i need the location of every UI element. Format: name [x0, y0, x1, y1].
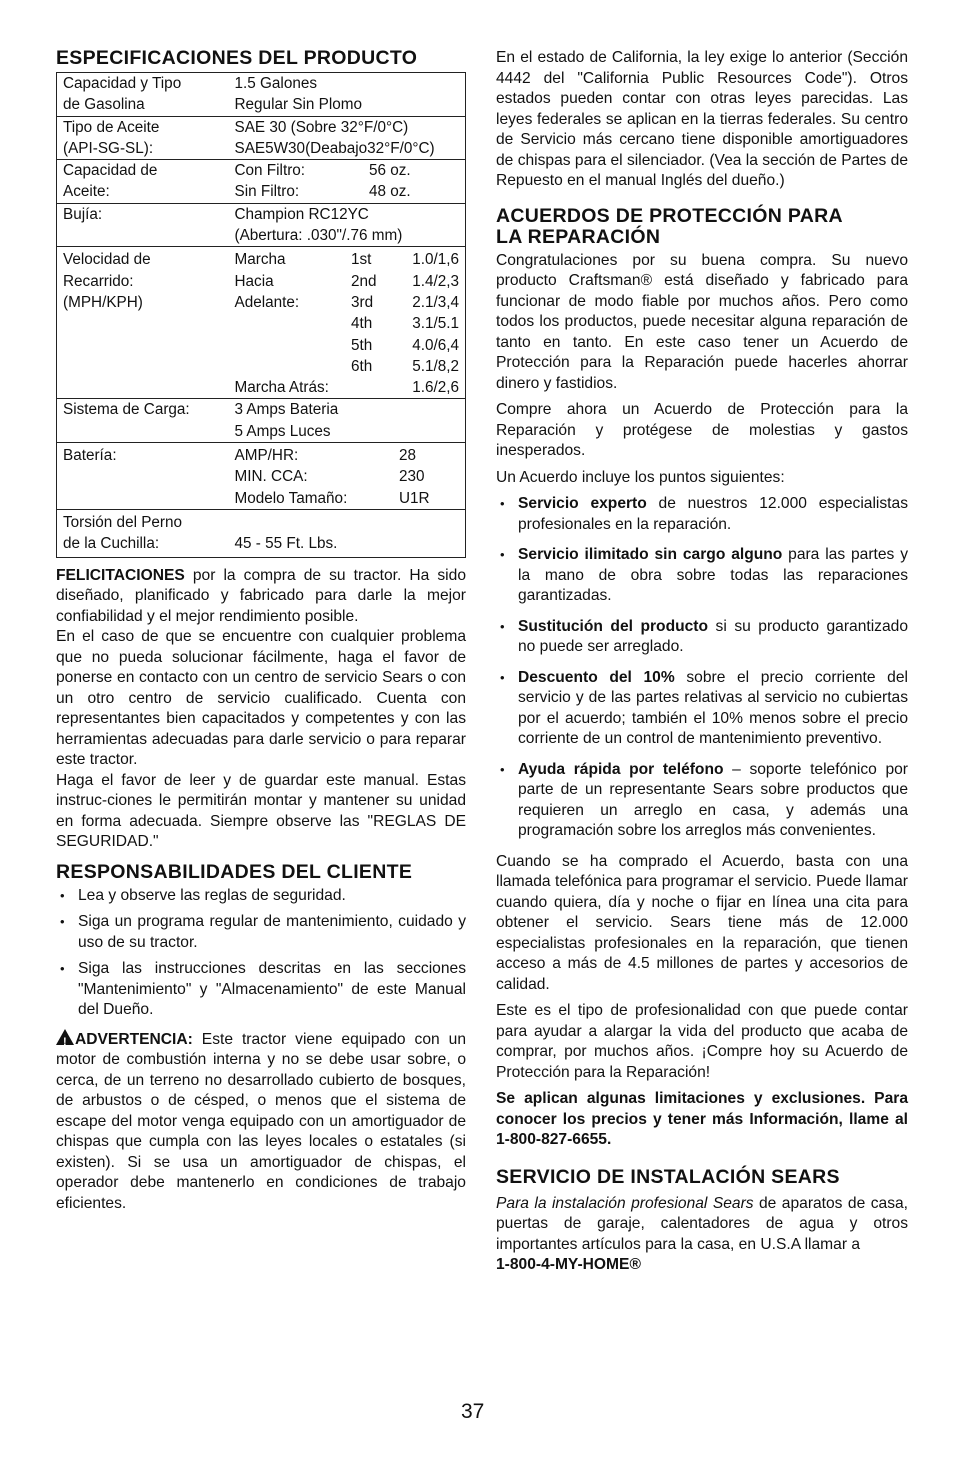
service-paragraph: En el caso de que se encuentre con cualquier problema que no pueda solucionar fácilmente, haga el favor de ponerse en contacto con un centro de servicio Sears o con un otro centro de servicio cualificado. Cuenta con representantes bien capacitados y competentes y con las herramientas adecuadas para darle servicio o para reparar este tractor. — [56, 628, 466, 769]
spec-row-fuel: Capacidad y Tipo de Gasolina 1.5 Galones Regular Sin Plomo — [63, 75, 363, 114]
list-item: • Lea y observe las reglas de seguridad. — [56, 886, 466, 907]
limitations-note: Se aplican algunas limitaciones y exclusiones. Para conocer los precios y tener más Información, llame al 1-800-827-6655. — [496, 1090, 908, 1148]
spec-row-torque: Torsión del Perno de la Cuchilla: 45 - 55 Ft. Lbs. — [57, 509, 466, 557]
resp-title: RESPONSABILIDADES DEL CLIENTE — [56, 860, 413, 883]
list-item: • Ayuda rápida por teléfono – soporte telefónico por parte de un representante Sears sobre productos que requieren un arreglo en casa, y además una programación sobre los arreglos más convenientes. — [496, 760, 908, 842]
after-paragraph-1: Cuando se ha comprado el Acuerdo, basta con una llamada telefónica para programar el servicio. Puede llamar cuando quiera, día y noche o fijar en línea una cita para obtener el servicio. Sears tiene más de 12.000 especialistas profesionales en la reparación, que tienen acceso a más de 4.5 millones de partes y accesorios de calidad. — [496, 852, 908, 993]
california-paragraph: En el estado de California, la ley exige lo anterior (Sección 4442 del "California Public Resources Code"). Otros estados pueden contar con otras leyes parecidas. Las leyes federales se aplican en la tierras federales. Su centro de Servicio más cercano tiene disponible amortiguadores de chispas para el silenciador. (Vea la sección de Partes de Repuesto en el manual Inglés del dueño.) — [496, 49, 908, 189]
after-paragraph-2: Este es el tipo de profesionalidad con que puede contar para ayudar a alargar la vida del producto que acaba de comprar, por muchos años. ¡Compre hoy su Acuerdo de Protección para la Reparación! — [496, 1002, 908, 1081]
list-item: • Sustitución del producto si su producto garantizado no puede ser arreglado. — [496, 617, 908, 658]
acuerdos-paragraph-1: Congratulaciones por su buena compra. Su nuevo producto Craftsman® está diseñado y fabricado para funcionar de modo fiable por muchos años. Pero como todos los productos, puede necesitar alguna reparación de tanto en tanto. En este caso tener un Acuerdo de Protección para la Reparación puede hacerles ahorrar dinero y fastidios. — [496, 251, 908, 392]
spec-row-speed: Velocidad de Recarrido: (MPH/KPH) Marcha 1st 1.0/1,6 Hacia 2nd 1.4/2,3 Adelante: 3rd 2.1/3,4 4th 3.1/5.1 5th 4.0/6,4 6th 5.1/8,2 Marcha Atrás: 1.6/2,6 — [57, 247, 466, 399]
install-title: SERVICIO DE INSTALACIÓN SEARS — [496, 1165, 840, 1188]
install-paragraph: Para la instalación profesional Sears de aparatos de casa, puertas de garaje, calentadores de agua y otros importantes artículos para la casa, en U.S.A llamar a — [496, 1194, 908, 1253]
spec-row-oil: Tipo de Aceite (API-SG-SL): SAE 30 (Sobre 32°F/0°C) SAE5W30(Deabajo32°F/0°C) — [57, 116, 466, 160]
benefits-list — [496, 494, 908, 842]
list-item: • Servicio experto de nuestros 12.000 especialistas profesionales en la reparación. — [496, 494, 908, 535]
acuerdos-paragraph-2: Compre ahora un Acuerdo de Protección para la Reparación y protégese de molestias y gastos inesperados. — [496, 401, 908, 459]
congrats-paragraph: FELICITACIONES por la compra de su tractor. Ha sido diseñado, planificado y fabricado para darle la mejor confiabilidad y el mejor rendimiento posible. — [56, 566, 466, 625]
spec-row-charging: Sistema de Carga: 3 Amps Bateria 5 Amps Luces — [57, 399, 466, 443]
list-item: • Servicio ilimitado sin cargo alguno para las partes y la mano de obra sobre todas las reparaciones garantizadas. — [496, 545, 908, 607]
right-column — [496, 48, 908, 1276]
acuerdos-title: ACUERDOS DE PROTECCIÓN PARA LA REPARACIÓN — [496, 204, 843, 248]
page-number: 37 — [461, 1400, 485, 1423]
left-column — [56, 48, 466, 1214]
spec-row-spark-plug: Bujía: Champion RC12YC (Abertura: .030"/.76 mm) — [57, 203, 466, 247]
acuerdos-paragraph-3: Un Acuerdo incluye los puntos siguientes: — [496, 468, 785, 486]
resp-list — [56, 886, 466, 1021]
list-item: • Descuento del 10% sobre el precio corriente del servicio y de las partes relativas al servicio no cubiertas por el acuerdo; también el 10% menos sobre el precio corriente de un control de mantenimiento preventivo. — [496, 668, 908, 750]
warning-triangle-icon — [56, 1029, 74, 1045]
install-phone: 1-800-4-MY-HOME® — [496, 1256, 641, 1273]
warning-paragraph: !ADVERTENCIA: Este tractor viene equipado con un motor de combustión interna y no se debe usar sobre, o cerca, de un terreno no desarrollado cubierto de bosques, de arbustos o de césped, o menos que el sistema de escape del motor venga equipado con un amortiguador de chispas que cumpla con las leyes locales o estatales (si existen). Si se usa un amortiguador de chispas, el operador debe mantenerlo en condiciones de trabajo eficientes. — [56, 1029, 466, 1215]
spec-table — [56, 72, 466, 558]
list-item: • Siga un programa regular de mantenimiento, cuidado y uso de su tractor. — [56, 912, 466, 953]
spec-title: ESPECIFICACIONES DEL PRODUCTO — [56, 47, 418, 69]
spec-row-battery: Batería: AMP/HR: 28 MIN. CCA: 230 Modelo Tamaño: U1R — [57, 443, 466, 510]
spec-row-oil-capacity: Capacidad de Aceite: Con Filtro: 56 oz. Sin Filtro: 48 oz. — [57, 160, 466, 204]
list-item: • Siga las instrucciones descritas en las secciones "Mantenimiento" y "Almacenamiento" de este Manual del Dueño. — [56, 959, 466, 1021]
manual-paragraph: Haga el favor de leer y de guardar este manual. Estas instruc-ciones le permitirán montar y mantener su unidad en forma adecuada. Siempre observe las "REGLAS DE SEGURIDAD." — [56, 771, 466, 851]
